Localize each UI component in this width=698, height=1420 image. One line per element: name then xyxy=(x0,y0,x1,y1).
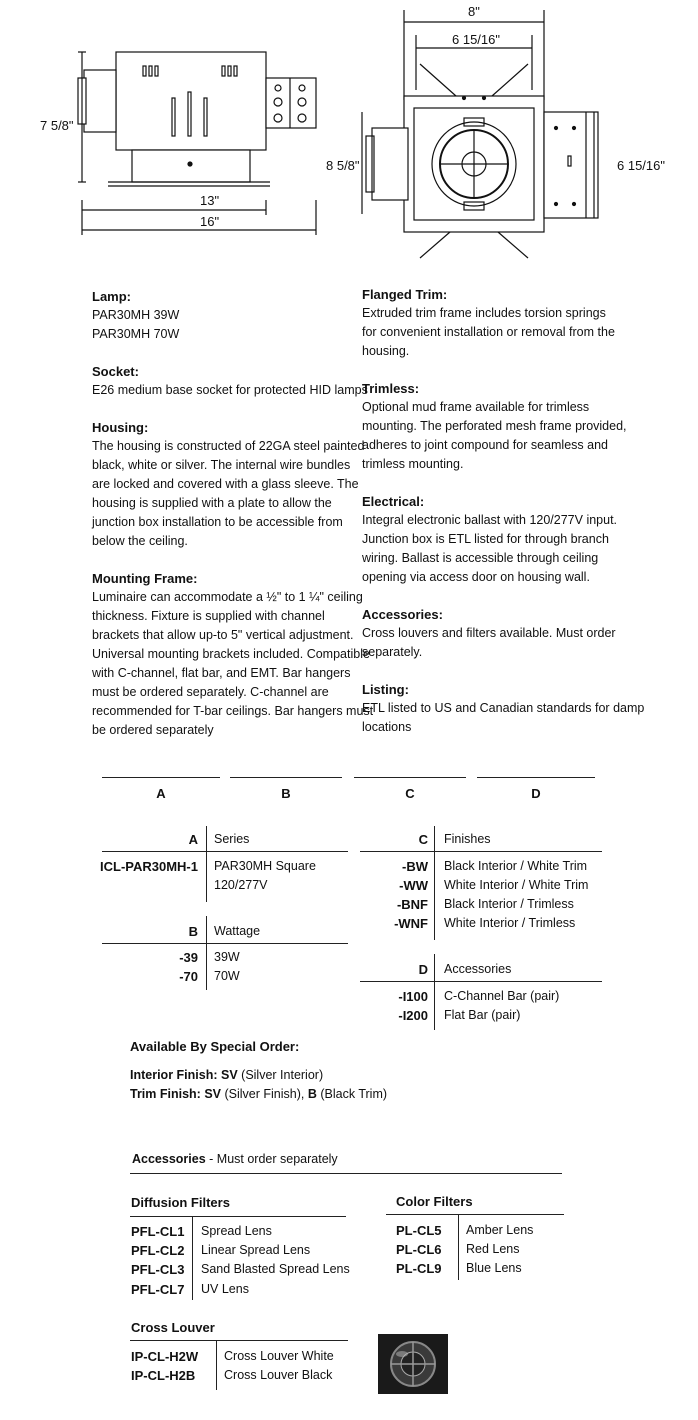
accessories-title: Accessories xyxy=(132,1152,206,1166)
spec-trimless xyxy=(362,380,632,474)
cross-louver-divider xyxy=(216,1340,217,1390)
interior-label: Interior Finish: xyxy=(130,1068,218,1082)
table-c-rule xyxy=(360,851,602,852)
table-a-desc: 120/277V xyxy=(214,878,268,892)
color-filters-rule xyxy=(386,1214,564,1215)
order-slot-line-c xyxy=(354,777,466,778)
trim-desc-2: (Black Trim) xyxy=(320,1087,388,1101)
diffusion-desc: UV Lens xyxy=(201,1282,249,1296)
spec-line: thickness. Fixture is supplied with channel xyxy=(92,609,325,623)
accessories-heading xyxy=(132,1152,338,1166)
table-c-code: -WW xyxy=(399,878,428,893)
dim-top-outer-label: 8" xyxy=(468,4,480,19)
order-letter-d: D xyxy=(531,786,541,801)
spec-lamp xyxy=(92,288,362,344)
spec-line: housing is supplied with a plate to allow the xyxy=(92,496,332,510)
spec-title: Accessories: xyxy=(362,607,443,622)
diffusion-code: PFL-CL1 xyxy=(131,1224,185,1239)
cross-louver-desc: Cross Louver White xyxy=(224,1349,334,1363)
spec-housing xyxy=(92,419,365,551)
table-b-code: -39 xyxy=(179,950,198,965)
spec-line: E26 medium base socket for protected HID lamps xyxy=(92,383,368,397)
cross-louver-photo xyxy=(378,1334,448,1394)
spec-line: Universal mounting brackets included. Compatible xyxy=(92,647,370,661)
spec-line: junction box installation to be accessible from xyxy=(92,515,343,529)
specs-left-column xyxy=(92,288,374,759)
table-d-rule xyxy=(360,981,602,982)
color-filter-desc: Blue Lens xyxy=(466,1261,522,1275)
diffusion-code: PFL-CL3 xyxy=(131,1262,185,1277)
spec-line: wiring. Ballast is accessible through ceiling xyxy=(362,551,599,565)
spec-line: for convenient installation or removal from the xyxy=(362,325,615,339)
diffusion-rule xyxy=(130,1216,346,1217)
table-c-code: -BW xyxy=(402,859,428,874)
dim-front-left-label: 8 5/8" xyxy=(326,158,360,173)
spec-flanged-trim xyxy=(362,286,632,361)
table-d-code: -I100 xyxy=(398,989,428,1004)
table-d-letter: D xyxy=(418,962,428,977)
spec-line: brackets that allow up-to 5" vertical adjustment. xyxy=(92,628,354,642)
diffusion-desc: Spread Lens xyxy=(201,1224,272,1238)
diffusion-divider xyxy=(192,1216,193,1300)
color-filter-desc: Red Lens xyxy=(466,1242,520,1256)
dim-width-inner-label: 13" xyxy=(200,193,220,208)
spec-line: Junction box is ETL listed for through branch xyxy=(362,532,609,546)
spec-title: Mounting Frame: xyxy=(92,571,198,586)
spec-line: Integral electronic ballast with 120/277V input. xyxy=(362,513,618,527)
trim-code-1: SV xyxy=(204,1087,222,1101)
table-a-code: ICL-PAR30MH-1 xyxy=(100,859,198,874)
spec-title: Housing: xyxy=(92,420,149,435)
table-c-code: -WNF xyxy=(394,916,428,931)
cross-louver-title: Cross Louver xyxy=(131,1320,215,1335)
table-b-divider xyxy=(206,916,207,990)
table-b-label: Wattage xyxy=(214,924,261,938)
spec-line: black, white or silver. The internal wire bundles xyxy=(92,458,351,472)
spec-line: ETL listed to US and Canadian standards for damp xyxy=(362,701,645,715)
interior-code: SV xyxy=(220,1068,238,1082)
color-filter-code: PL-CL6 xyxy=(396,1242,442,1257)
spec-line: The housing is constructed of 22GA steel painted xyxy=(92,439,365,453)
spec-line: PAR30MH 70W xyxy=(92,327,180,341)
spec-line: must be ordered separately. C-channel are xyxy=(92,685,329,699)
spec-line: recommended for T-bar ceilings. Bar hangers must xyxy=(92,704,374,718)
spec-title: Listing: xyxy=(362,682,409,697)
diffusion-code: PFL-CL2 xyxy=(131,1243,185,1258)
table-a-label: Series xyxy=(214,832,250,846)
spec-line: PAR30MH 39W xyxy=(92,308,180,322)
spec-line: trimless mounting. xyxy=(362,457,464,471)
spec-accessories xyxy=(362,606,632,662)
color-filters-divider xyxy=(458,1214,459,1280)
table-d-desc: C-Channel Bar (pair) xyxy=(444,989,560,1003)
table-d-desc: Flat Bar (pair) xyxy=(444,1008,521,1022)
order-letter-c: C xyxy=(405,786,415,801)
table-c-divider xyxy=(434,826,435,940)
spec-line: are locked and covered with a glass sleeve. The xyxy=(92,477,359,491)
spec-line: opening via access door on housing wall. xyxy=(362,570,590,584)
color-filter-desc: Amber Lens xyxy=(466,1223,534,1237)
table-d-code: -I200 xyxy=(398,1008,428,1023)
cross-louver-rule xyxy=(130,1340,348,1341)
table-c-desc: Black Interior / Trimless xyxy=(444,897,574,911)
cross-louver-code: IP-CL-H2B xyxy=(131,1368,196,1383)
spec-line: below the ceiling. xyxy=(92,534,188,548)
trim-desc-1: (Silver Finish), xyxy=(224,1087,305,1101)
spec-title: Trimless: xyxy=(362,381,420,396)
cross-louver-code: IP-CL-H2W xyxy=(131,1349,199,1364)
table-c-code: -BNF xyxy=(396,897,428,912)
diffusion-title: Diffusion Filters xyxy=(131,1195,230,1210)
spec-electrical xyxy=(362,493,632,587)
spec-socket xyxy=(92,363,368,400)
order-letter-b: B xyxy=(281,786,291,801)
spec-line: mounting. The perforated mesh frame provided, xyxy=(362,419,627,433)
spec-line: adheres to joint compound for seamless and xyxy=(362,438,608,452)
order-letter-a: A xyxy=(156,786,166,801)
spec-line: Extruded trim frame includes torsion springs xyxy=(362,306,606,320)
spec-line: housing. xyxy=(362,344,410,358)
table-b-code: -70 xyxy=(179,969,198,984)
dim-height-label: 7 5/8" xyxy=(40,118,74,133)
spec-title: Lamp: xyxy=(92,289,131,304)
spec-listing xyxy=(362,681,645,737)
side-view-drawing xyxy=(30,30,330,240)
dim-front-right-label: 6 15/16" xyxy=(617,158,665,173)
spec-line: Optional mud frame available for trimless xyxy=(362,400,590,414)
spec-line: be ordered separately xyxy=(92,723,214,737)
table-d-label: Accessories xyxy=(444,962,512,976)
dim-top-inner-label: 6 15/16" xyxy=(452,32,500,47)
spec-title: Electrical: xyxy=(362,494,425,509)
special-order-interior xyxy=(130,1066,323,1085)
interior-desc: (Silver Interior) xyxy=(241,1068,324,1082)
cross-louver-desc: Cross Louver Black xyxy=(224,1368,333,1382)
accessories-rule xyxy=(130,1173,562,1174)
table-c-label: Finishes xyxy=(444,832,491,846)
table-a-desc: PAR30MH Square xyxy=(214,859,316,873)
table-a-divider xyxy=(206,826,207,902)
table-c-desc: White Interior / Trimless xyxy=(444,916,576,930)
diffusion-desc: Sand Blasted Spread Lens xyxy=(201,1262,350,1276)
order-slot-line-d xyxy=(477,777,595,778)
special-order-title: Available By Special Order: xyxy=(130,1039,300,1054)
table-c-desc: White Interior / White Trim xyxy=(444,878,589,892)
table-d-divider xyxy=(434,954,435,1030)
table-a-rule xyxy=(102,851,348,852)
spec-title: Flanged Trim: xyxy=(362,287,448,302)
spec-line: Cross louvers and filters available. Must order xyxy=(362,626,616,640)
color-filter-code: PL-CL9 xyxy=(396,1261,442,1276)
table-b-desc: 70W xyxy=(214,969,240,983)
table-c-letter: C xyxy=(418,832,428,847)
diffusion-code: PFL-CL7 xyxy=(131,1282,185,1297)
color-filter-code: PL-CL5 xyxy=(396,1223,442,1238)
special-order-trim xyxy=(130,1085,387,1104)
spec-line: Luminaire can accommodate a ½" to 1 ¼" ceiling xyxy=(92,590,363,604)
table-b-desc: 39W xyxy=(214,950,240,964)
table-a-letter: A xyxy=(188,832,198,847)
table-c-desc: Black Interior / White Trim xyxy=(444,859,588,873)
specs-right-column xyxy=(362,286,645,756)
front-view-drawing xyxy=(350,0,680,270)
color-filters-title: Color Filters xyxy=(396,1194,473,1209)
spec-title: Socket: xyxy=(92,364,139,379)
diffusion-desc: Linear Spread Lens xyxy=(201,1243,311,1257)
dim-width-outer-label: 16" xyxy=(200,214,220,229)
spec-line: with C-channel, flat bar, and EMT. Bar hangers xyxy=(92,666,351,680)
trim-label: Trim Finish: xyxy=(130,1087,201,1101)
spec-mounting-frame xyxy=(92,570,374,740)
spec-line: separately. xyxy=(362,645,423,659)
table-b-rule xyxy=(102,943,348,944)
order-slot-line-b xyxy=(230,777,342,778)
table-b-letter: B xyxy=(188,924,198,939)
order-slot-line-a xyxy=(102,777,220,778)
accessories-subtitle: - Must order separately xyxy=(209,1152,338,1166)
spec-line: locations xyxy=(362,720,412,734)
trim-code-2: B xyxy=(307,1087,317,1101)
